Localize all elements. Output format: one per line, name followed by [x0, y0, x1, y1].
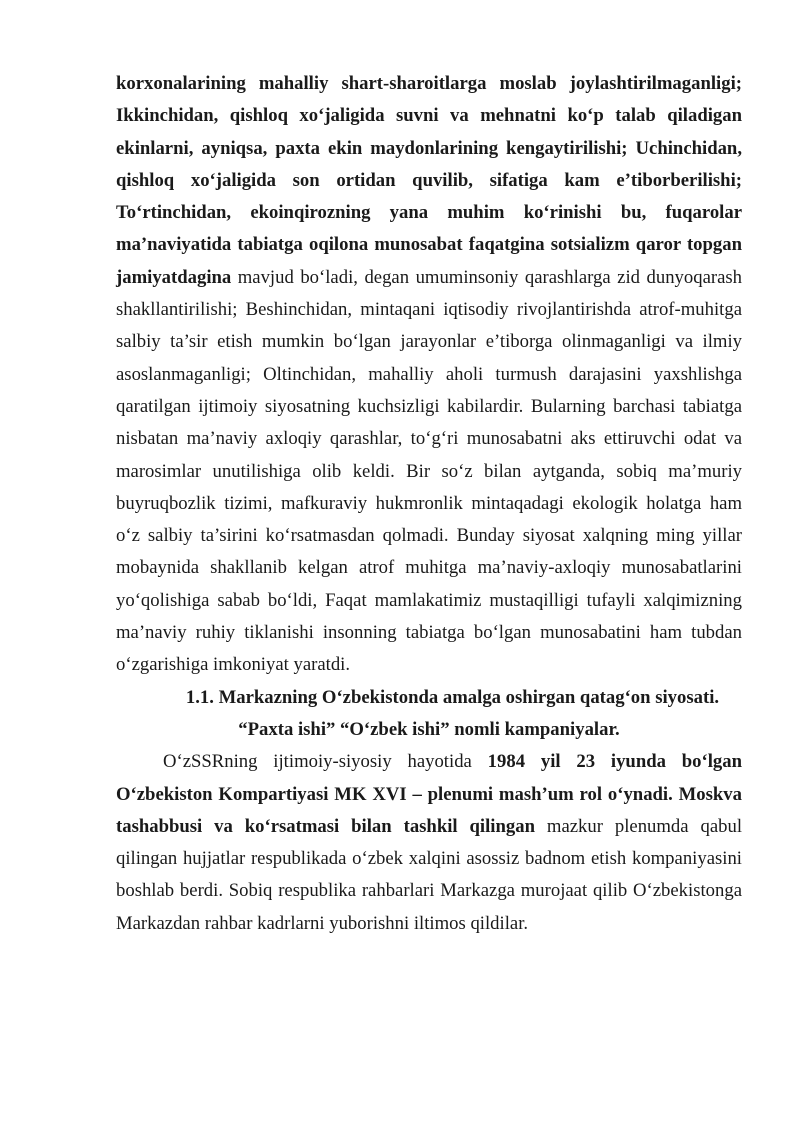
document-page	[116, 68, 742, 940]
section-subheading: “Paxta ishi” “O‘zbek ishi” nomli kampaniyalar.	[238, 718, 620, 740]
bold-text: korxonalarining mahalliy shart-sharoitlarga moslab joylashtirilmaganligi; Ikkinchidan, qishloq xo‘jaligida suvni va mehnatni ko‘p talab qiladigan ekinlarni, ayniqsa, paxta ekin maydonlarining kengaytirilishi; Uchinchidan, qishloq xo‘jaligida son ortidan quvilib, sifatiga kam e’tiborberilishi; To‘rtinchidan, ekoinqirozning yana muhim ko‘rinishi bu, fuqarolar ma’naviyatida tabiatga oqilona munosabat faqatgina sotsializm qaror topgan jamiyatdagina	[116, 73, 742, 288]
body-text: mavjud bo‘ladi, degan umuminsoniy qarashlarga zid dunyoqarash shakllantirilishi; Beshinchidan, mintaqani iqtisodiy rivojlantirishda atrof-muhitga salbiy ta’sir etish mumkin bo‘lgan jarayonlar e’tiborga olinmaganligi va ilmiy asoslanmaganligi; Oltinchidan, mahalliy aholi turmush darajasini yaxshlishga qaratilgan ijtimoiy siyosatning kuchsizligi kabilardir. Bularning barchasi tabiatga nisbatan ma’naviy axloqiy qarashlar, to‘g‘ri munosabatni aks ettiruvchi odat va marosimlar unutilishiga olib keldi. Bir so‘z bilan aytganda, sobiq ma’muriy buyruqbozlik tizimi, mafkuraviy hukmronlik mintaqadagi ekologik holatga ham o‘z salbiy ta’sirini ko‘rsatmasdan qolmadi. Bunday siyosat xalqning ming yillar mobaynida shakllanib kelgan atrof muhitga ma’naviy-axloqiy munosabatlarini yo‘qolishiga sabab bo‘ldi, Faqat mamlakatimiz mustaqilligi tufayli xalqimizning ma’naviy ruhiy tiklanishi insonning tabiatga bo‘lgan munosabatini ham tubdan o‘zgarishiga imkoniyat yaratdi.	[116, 266, 742, 676]
body-text: O‘zSSRning ijtimoiy-siyosiy hayotida	[163, 751, 488, 773]
bold-text: 1984 yil 23 iyunda bo‘lgan O‘zbekiston Kompartiyasi MK XVI – plenumi mash’um rol o‘ynadi. Moskva tashabbusi va ko‘rsatmasi bilan tashkil qilingan	[116, 751, 742, 837]
section-heading: 1.1. Markazning O‘zbekistonda amalga oshirgan qatag‘on siyosati.	[185, 686, 720, 708]
body-paragraph-causes	[116, 68, 742, 682]
body-text: mazkur plenumda qabul qilingan hujjatlar respublikada o‘zbek xalqini asossiz badnom etish kompaniyasini boshlab berdi. Sobiq respublika rahbarlari Markazga murojaat qilib O‘zbekistonga Markazdan rahbar kadrlarni yuborishni iltimos qildilar.	[116, 815, 743, 934]
body-paragraph-plenum	[116, 746, 742, 940]
